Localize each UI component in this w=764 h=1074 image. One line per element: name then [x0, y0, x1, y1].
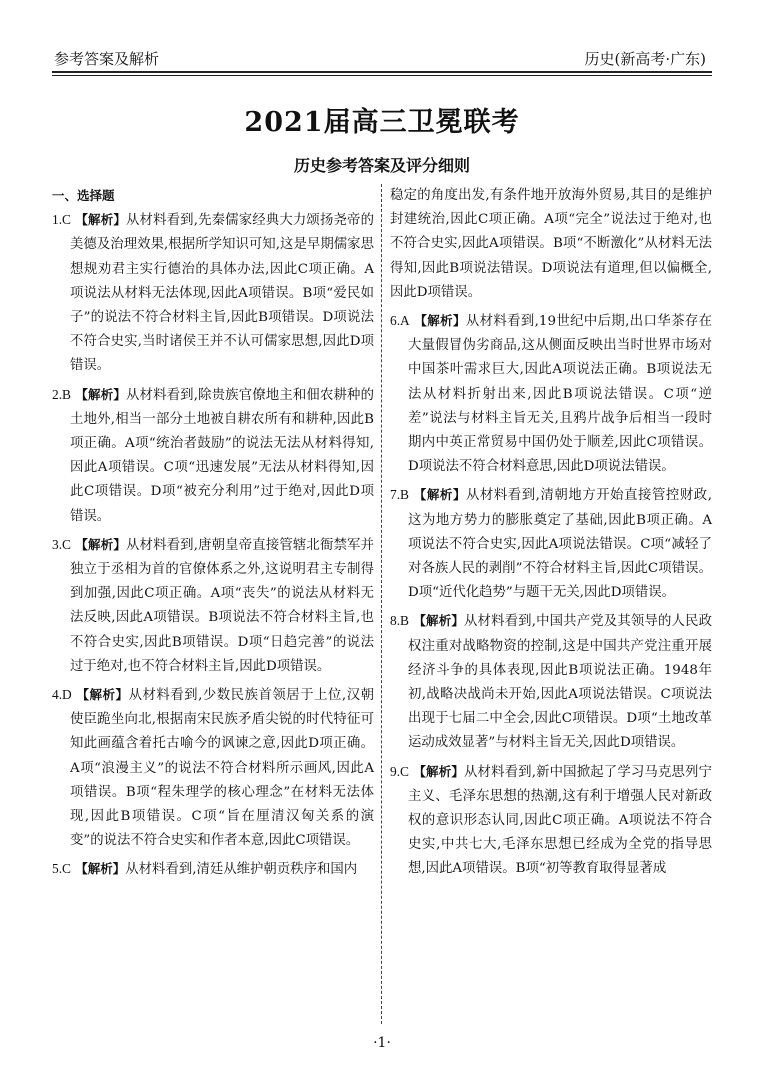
- answer-item-9: [390, 760, 712, 882]
- page-number: ·1·: [373, 1035, 391, 1051]
- answer-number: 1.C: [52, 212, 71, 228]
- answer-number: 8.B: [390, 613, 409, 629]
- answer-number: 6.A: [390, 313, 410, 329]
- right-column: [390, 184, 712, 886]
- answer-number: 7.B: [390, 487, 409, 503]
- answer-text: 从材料看到,新中国掀起了学习马克思列宁主义、毛泽东思想的热潮,这有利于增强人民对新政权的意识形态认同,因此C项正确。A项说法不符合史实,中共七大,毛泽东思想已经成为全党的指导思想,因此A项错误。B项“初等教育取得显著成: [408, 764, 712, 877]
- answer-number: 9.C: [390, 763, 409, 779]
- answer-text: 从材料看到,先秦儒家经典大力颂扬尧帝的美德及治理效果,根据所学知识可知,这是早期儒家思想规劝君主实行德治的具体办法,因此C项正确。A项说法从材料无法体现,因此A项错误。B项“爱民如子”的说法不符合材料主旨,因此B项错误。D项说法不符合史实,当时诸侯王并不认可儒家思想,因此D项错误。: [70, 213, 374, 374]
- answer-number: 3.C: [52, 536, 71, 552]
- answer-number: 5.C: [52, 861, 71, 877]
- answer-item-7: [390, 483, 712, 605]
- answer-item-8: [390, 609, 712, 755]
- answer-text: 从材料看到,清朝地方开始直接管控财政,这为地方势力的膨胀奠定了基础,因此B项正确。A项说法不符合史实,因此A项说法错误。C项“减轻了对各族人民的剥削”不符合材料主旨,因此C项错误。D项“近代化趋势”与题干无关,因此D项错误。: [408, 488, 712, 601]
- answer-text: 从材料看到,清廷从维护朝贡秩序和国内: [125, 862, 358, 878]
- answer-item-5: [52, 857, 374, 882]
- header-right: 历史(新高考·广东): [584, 50, 706, 68]
- answer-item-3: [52, 533, 374, 679]
- answer-number: 4.D: [52, 687, 72, 703]
- header-left: 参考答案及解析: [54, 50, 160, 68]
- left-column: [52, 184, 374, 887]
- answer-item-2: [52, 383, 374, 529]
- answer-number: 2.B: [52, 386, 71, 402]
- analysis-tag: 【解析】: [414, 313, 466, 329]
- document-subtitle: 历史参考答案及评分细则: [293, 156, 470, 175]
- analysis-tag: 【解析】: [75, 386, 126, 402]
- column-divider: [381, 184, 382, 1024]
- analysis-tag: 【解析】: [75, 536, 126, 552]
- answer-text: 从材料看到,19世纪中后期,出口华茶存在大量假冒伪劣商品,这从侧面反映出当时世界市场对中国茶叶需求巨大,因此A项说法正确。B项说法无法从材料折射出来,因此B项说法错误。C项“逆差”说法与材料主旨无关,且鸦片战争后相当一段时期内中英正常贸易中国仍处于顺差,因此C项错误。D项说法不符合材料意思,因此D项说法错误。: [408, 314, 712, 475]
- document-title: 2021届高三卫冕联考: [244, 107, 520, 138]
- analysis-tag: 【解析】: [413, 487, 466, 503]
- header-rule-thin: [52, 75, 712, 76]
- answer-text: 从材料看到,唐朝皇帝直接管辖北衙禁军并独立于丞相为首的官僚体系之外,这说明君主专制得到加强,因此C项正确。A项“丧失”的说法从材料无法反映,因此A项错误。B项说法不符合材料主旨,也不符合史实,因此B项错误。D项“日趋完善”的说法过于绝对,也不符合材料主旨,因此D项错误。: [70, 537, 374, 674]
- analysis-tag: 【解析】: [75, 861, 126, 877]
- analysis-tag: 【解析】: [76, 687, 129, 703]
- section-heading: 一、选择题: [52, 188, 115, 203]
- answer-item-6: [390, 309, 712, 479]
- analysis-tag: 【解析】: [413, 763, 464, 779]
- answer-item-5-continued: 稳定的角度出发,有条件地开放海外贸易,其目的是维护封建统治,因此C项正确。A项“完全”说法过于绝对,也不符合史实,因此A项错误。B项“不断激化”从材料无法得知,因此B项说法错误。D项说法有道理,但以偏概全,因此D项错误。: [390, 188, 712, 300]
- header-rule: [52, 71, 712, 73]
- answer-text: 从材料看到,除贵族官僚地主和佃农耕种的土地外,相当一部分土地被自耕农所有和耕种,因此B项正确。A项“统治者鼓励”的说法无法从材料得知,因此A项错误。C项“迅速发展”无法从材料得知,因此C项错误。D项“被充分利用”过于绝对,因此D项错误。: [70, 387, 374, 524]
- page-header: [0, 0, 764, 80]
- answer-item-4: [52, 683, 374, 853]
- answer-item-1: [52, 208, 374, 378]
- answer-text: 从材料看到,少数民族首领居于上位,汉朝使臣跪坐向北,根据南宋民族矛盾尖锐的时代特征可知此画蕴含着托古喻今的讽谏之意,因此D项正确。A项“浪漫主义”的说法不符合材料所示画风,因此A项错误。B项“程朱理学的核心理念”在材料无法体现,因此B项错误。C项“旨在厘清汉匈关系的演变”的说法不符合史实和作者本意,因此C项错误。: [70, 688, 374, 849]
- analysis-tag: 【解析】: [75, 212, 126, 228]
- answer-text: 从材料看到,中国共产党及其领导的人民政权注重对战略物资的控制,这是中国共产党注重开展经济斗争的具体表现,因此B项说法正确。1948年初,战略决战尚未开始,因此A项说法错误。C项说法出现于七届二中全会,因此C项错误。D项“土地改革运动成效显著”与材料主旨无关,因此D项错误。: [408, 614, 712, 751]
- analysis-tag: 【解析】: [413, 613, 464, 629]
